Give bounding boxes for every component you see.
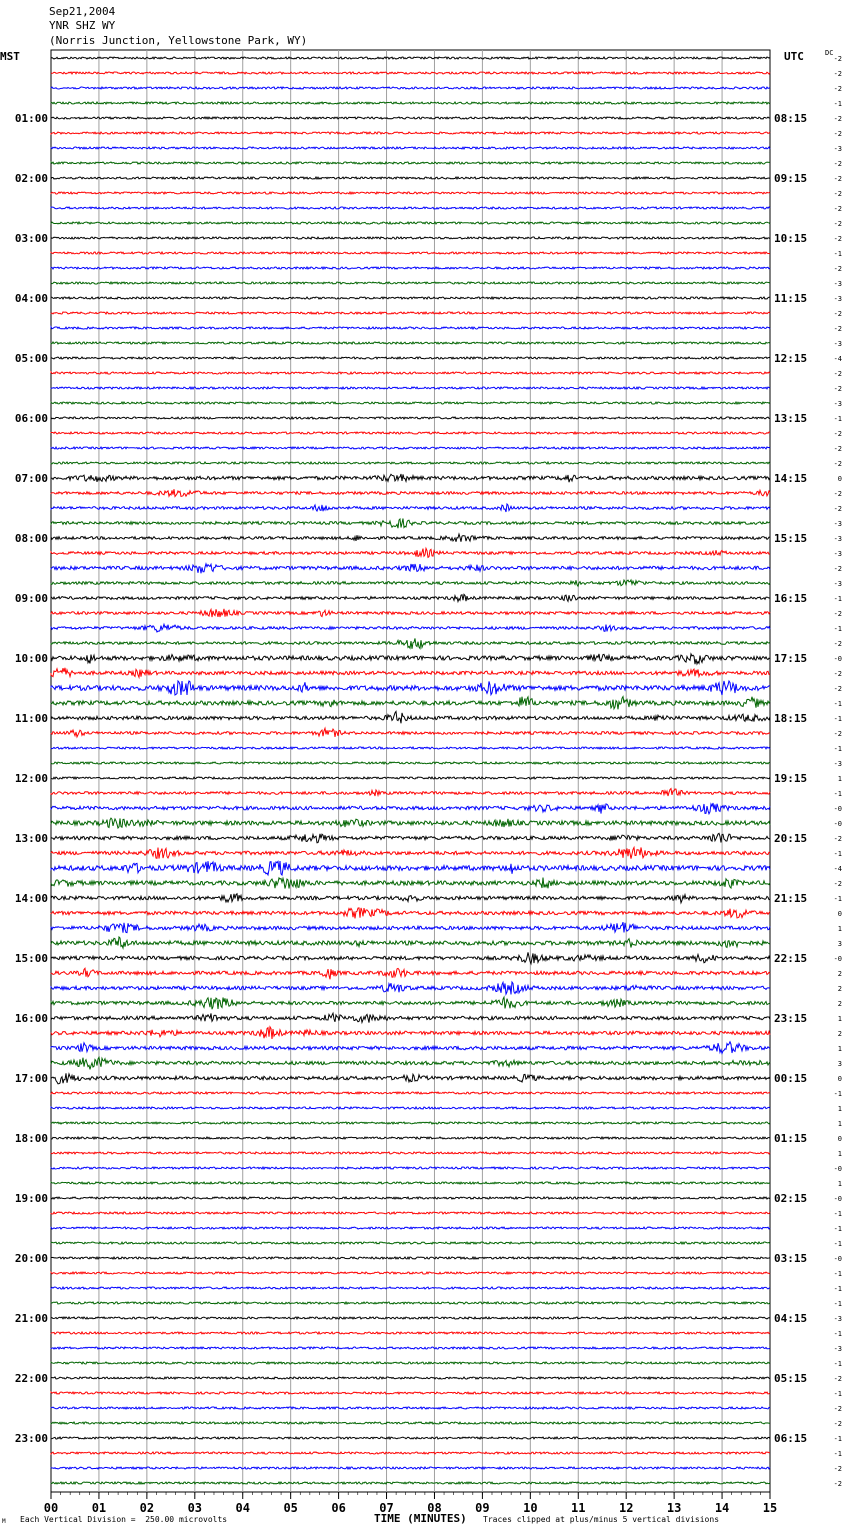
x-tick-label: 14 bbox=[714, 1501, 730, 1515]
seismic-trace bbox=[51, 997, 770, 1009]
right-hour-label: 15:15 bbox=[774, 532, 808, 545]
left-hour-label: 20:00 bbox=[14, 1252, 48, 1265]
seismic-trace bbox=[51, 609, 770, 617]
seismic-trace bbox=[51, 417, 770, 419]
dc-offset-label: -2 bbox=[833, 565, 842, 573]
dc-offset-label: 0 bbox=[837, 1075, 842, 1083]
seismic-trace bbox=[51, 548, 770, 557]
x-tick-label: 00 bbox=[43, 1501, 59, 1515]
seismic-trace bbox=[51, 1347, 770, 1349]
seismic-trace bbox=[51, 624, 770, 632]
x-tick-label: 02 bbox=[139, 1501, 155, 1515]
dc-offset-label: 1 bbox=[837, 1105, 842, 1113]
dc-offset-label: -3 bbox=[833, 1345, 842, 1353]
dc-offset-label: 0 bbox=[837, 910, 842, 918]
seismic-trace bbox=[51, 474, 770, 482]
dc-offset-label: -1 bbox=[833, 700, 842, 708]
dc-offset-label: -3 bbox=[833, 280, 842, 288]
dc-offset-label: -2 bbox=[833, 505, 842, 513]
dc-offset-label: -2 bbox=[833, 385, 842, 393]
x-tick-label: 08 bbox=[427, 1501, 442, 1515]
seismic-trace bbox=[51, 922, 770, 933]
dc-offset-label: 1 bbox=[837, 775, 842, 783]
left-hour-label: 23:00 bbox=[14, 1432, 48, 1445]
dc-offset-label: -2 bbox=[833, 115, 842, 123]
dc-offset-label: -1 bbox=[833, 715, 842, 723]
seismic-trace bbox=[51, 1212, 770, 1214]
dc-offset-label: -1 bbox=[833, 1225, 842, 1233]
seismic-trace bbox=[51, 697, 770, 710]
seismic-trace bbox=[51, 1107, 770, 1109]
left-hour-label: 10:00 bbox=[14, 652, 48, 665]
station-label: YNR SHZ WY bbox=[49, 19, 116, 32]
seismic-trace bbox=[51, 833, 770, 843]
seismic-trace bbox=[51, 1437, 770, 1439]
seismic-trace bbox=[51, 638, 770, 648]
dc-offset-label: -4 bbox=[833, 355, 842, 363]
seismic-trace bbox=[51, 372, 770, 374]
dc-offset-label: 0 bbox=[837, 475, 842, 483]
dc-offset-label: -1 bbox=[833, 1435, 842, 1443]
dc-offset-label: -1 bbox=[833, 1330, 842, 1338]
seismic-trace bbox=[51, 861, 770, 875]
seismic-trace bbox=[51, 747, 770, 749]
seismic-trace bbox=[51, 432, 770, 434]
seismic-trace bbox=[51, 777, 770, 779]
right-hour-label: 08:15 bbox=[774, 112, 808, 125]
dc-offset-label: -2 bbox=[833, 835, 842, 843]
dc-offset-label: -1 bbox=[833, 1210, 842, 1218]
right-hour-label: 11:15 bbox=[774, 292, 808, 305]
seismic-trace bbox=[51, 147, 770, 149]
dc-offset-label: -2 bbox=[833, 205, 842, 213]
seismic-trace bbox=[51, 668, 770, 678]
right-hour-label: 13:15 bbox=[774, 412, 808, 425]
x-tick-label: 06 bbox=[331, 1501, 346, 1515]
x-tick-label: 04 bbox=[235, 1501, 250, 1515]
seismic-trace bbox=[51, 982, 770, 994]
left-hour-label: 13:00 bbox=[14, 832, 48, 845]
seismic-trace bbox=[51, 908, 770, 919]
seismic-trace bbox=[51, 1013, 770, 1022]
left-hour-label: 14:00 bbox=[14, 892, 48, 905]
dc-offset-label: -2 bbox=[833, 730, 842, 738]
right-hour-label: 19:15 bbox=[774, 772, 808, 785]
seismic-trace bbox=[51, 192, 770, 194]
seismic-trace bbox=[51, 1287, 770, 1289]
dc-offset-label: 1 bbox=[837, 1180, 842, 1188]
dc-offset-label: -0 bbox=[833, 655, 842, 663]
seismic-trace bbox=[51, 1407, 770, 1409]
seismic-trace bbox=[51, 57, 770, 59]
dc-offset-label: -3 bbox=[833, 1315, 842, 1323]
mark-label: M bbox=[2, 1518, 6, 1525]
dc-offset-label: -2 bbox=[833, 1480, 842, 1488]
dc-offset-label: -0 bbox=[833, 1255, 842, 1263]
dc-offset-label: -1 bbox=[833, 625, 842, 633]
seismic-trace bbox=[51, 789, 770, 797]
dc-offset-label: -1 bbox=[833, 250, 842, 258]
right-hour-label: 23:15 bbox=[774, 1012, 808, 1025]
seismic-trace bbox=[51, 1452, 770, 1454]
dc-offset-label: -1 bbox=[833, 850, 842, 858]
seismic-trace bbox=[51, 564, 770, 574]
dc-offset-label: -0 bbox=[833, 1165, 842, 1173]
dc-offset-label: -0 bbox=[833, 805, 842, 813]
x-tick-label: 01 bbox=[91, 1501, 107, 1515]
traces bbox=[51, 57, 770, 1484]
dc-offset-label: -2 bbox=[833, 1375, 842, 1383]
right-hour-label: 21:15 bbox=[774, 892, 808, 905]
right-timezone-label: UTC bbox=[784, 50, 804, 63]
seismic-trace bbox=[51, 894, 770, 903]
seismic-trace bbox=[51, 580, 770, 586]
seismic-trace bbox=[51, 1257, 770, 1259]
dc-offset-label: 1 bbox=[837, 1120, 842, 1128]
right-hour-label: 09:15 bbox=[774, 172, 808, 185]
seismic-trace bbox=[51, 312, 770, 314]
seismic-trace bbox=[51, 489, 770, 496]
right-hour-label: 14:15 bbox=[774, 472, 808, 485]
dc-offset-label: -2 bbox=[833, 1405, 842, 1413]
left-hour-label: 07:00 bbox=[14, 472, 48, 485]
right-hour-label: 17:15 bbox=[774, 652, 808, 665]
dc-offset-label: 1 bbox=[837, 1045, 842, 1053]
seismic-trace bbox=[51, 1122, 770, 1124]
seismic-trace bbox=[51, 177, 770, 179]
seismic-trace bbox=[51, 1392, 770, 1394]
dc-offset-label: -1 bbox=[833, 745, 842, 753]
left-hour-label: 01:00 bbox=[14, 112, 48, 125]
dc-offset-label: 2 bbox=[837, 970, 842, 978]
dc-offset-label: -4 bbox=[833, 865, 842, 873]
dc-offset-label: -2 bbox=[833, 1420, 842, 1428]
seismic-trace bbox=[51, 818, 770, 828]
dc-offset-label: -2 bbox=[833, 430, 842, 438]
dc-offset-label: -1 bbox=[833, 595, 842, 603]
dc-offset-label: 1 bbox=[837, 1150, 842, 1158]
dc-offset-label: -2 bbox=[833, 880, 842, 888]
dc-offset-label: 1 bbox=[837, 925, 842, 933]
seismic-trace bbox=[51, 1302, 770, 1304]
seismic-trace bbox=[51, 1092, 770, 1094]
dc-offset-label: -2 bbox=[833, 310, 842, 318]
right-hour-label: 10:15 bbox=[774, 232, 808, 245]
labels bbox=[15, 55, 842, 1515]
x-tick-label: 05 bbox=[283, 1501, 298, 1515]
seismic-trace bbox=[51, 1197, 770, 1199]
x-tick-label: 15 bbox=[762, 1501, 778, 1515]
seismic-trace bbox=[51, 848, 770, 859]
left-hour-label: 08:00 bbox=[14, 532, 48, 545]
seismic-trace bbox=[51, 1057, 770, 1069]
right-hour-label: 18:15 bbox=[774, 712, 808, 725]
dc-offset-label: -2 bbox=[833, 325, 842, 333]
x-axis-title: TIME (MINUTES) bbox=[374, 1512, 467, 1525]
right-hour-label: 03:15 bbox=[774, 1252, 808, 1265]
seismic-trace bbox=[51, 1317, 770, 1319]
dc-offset-label: -1 bbox=[833, 1450, 842, 1458]
right-hour-label: 05:15 bbox=[774, 1372, 808, 1385]
dc-offset-label: -1 bbox=[833, 1360, 842, 1368]
left-hour-label: 21:00 bbox=[14, 1312, 48, 1325]
dc-offset-label: -3 bbox=[833, 580, 842, 588]
dc-offset-label: -2 bbox=[833, 160, 842, 168]
left-hour-label: 15:00 bbox=[14, 952, 48, 965]
right-hour-label: 16:15 bbox=[774, 592, 808, 605]
dc-offset-label: -2 bbox=[833, 175, 842, 183]
seismic-trace bbox=[51, 102, 770, 104]
seismic-trace bbox=[51, 1332, 770, 1334]
right-hour-label: 20:15 bbox=[774, 832, 808, 845]
seismic-trace bbox=[51, 534, 770, 542]
right-hour-label: 02:15 bbox=[774, 1192, 808, 1205]
seismic-trace bbox=[51, 252, 770, 254]
left-hour-label: 16:00 bbox=[14, 1012, 48, 1025]
seismic-trace bbox=[51, 681, 770, 695]
dc-offset-label: -2 bbox=[833, 685, 842, 693]
left-hour-label: 05:00 bbox=[14, 352, 48, 365]
seismic-trace bbox=[51, 1467, 770, 1469]
right-hour-label: 22:15 bbox=[774, 952, 808, 965]
seismic-trace bbox=[51, 237, 770, 239]
seismic-trace bbox=[51, 72, 770, 74]
clip-note: Traces clipped at plus/minus 5 vertical divisions bbox=[483, 1515, 720, 1524]
seismic-trace bbox=[51, 462, 770, 464]
right-hour-label: 01:15 bbox=[774, 1132, 808, 1145]
seismic-trace bbox=[51, 1042, 770, 1054]
x-tick-label: 10 bbox=[523, 1501, 538, 1515]
dc-offset-label: -2 bbox=[833, 445, 842, 453]
plot-frame bbox=[51, 50, 770, 1492]
scale-note: Each Vertical Division = 250.00 microvolts bbox=[20, 1515, 228, 1524]
seismic-trace bbox=[51, 117, 770, 119]
dc-offset-label: -1 bbox=[833, 1270, 842, 1278]
seismic-trace bbox=[51, 1152, 770, 1154]
seismic-trace bbox=[51, 654, 770, 664]
left-timezone-label: MST bbox=[0, 50, 20, 63]
x-tick-label: 11 bbox=[571, 1501, 586, 1515]
seismic-trace bbox=[51, 447, 770, 449]
dc-offset-label: -2 bbox=[833, 640, 842, 648]
seismic-trace bbox=[51, 207, 770, 209]
left-hour-label: 19:00 bbox=[14, 1192, 48, 1205]
seismic-trace bbox=[51, 762, 770, 764]
dc-offset-label: -0 bbox=[833, 820, 842, 828]
dc-offset-label: -2 bbox=[833, 490, 842, 498]
seismic-trace bbox=[51, 327, 770, 329]
x-tick-label: 09 bbox=[475, 1501, 490, 1515]
seismic-trace bbox=[51, 297, 770, 299]
right-hour-label: 12:15 bbox=[774, 352, 808, 365]
dc-offset-label: 2 bbox=[837, 1030, 842, 1038]
dc-offset-label: -1 bbox=[833, 895, 842, 903]
seismic-trace bbox=[51, 342, 770, 344]
seismic-trace bbox=[51, 162, 770, 164]
left-hour-label: 11:00 bbox=[14, 712, 48, 725]
seismic-trace bbox=[51, 1167, 770, 1169]
left-hour-label: 18:00 bbox=[14, 1132, 48, 1145]
dc-offset-label: -3 bbox=[833, 295, 842, 303]
seismic-trace bbox=[51, 1242, 770, 1244]
dc-offset-label: -3 bbox=[833, 520, 842, 528]
dc-offset-label: -2 bbox=[833, 265, 842, 273]
seismic-trace bbox=[51, 357, 770, 359]
dc-offset-label: -2 bbox=[833, 370, 842, 378]
dc-offset-label: -1 bbox=[833, 1285, 842, 1293]
seismic-trace bbox=[51, 937, 770, 948]
dc-offset-label: -1 bbox=[833, 415, 842, 423]
seismic-trace bbox=[51, 1377, 770, 1379]
left-hour-label: 22:00 bbox=[14, 1372, 48, 1385]
seismic-trace bbox=[51, 222, 770, 224]
x-tick-label: 12 bbox=[618, 1501, 634, 1515]
dc-offset-label: -2 bbox=[833, 190, 842, 198]
dc-offset-label: -3 bbox=[833, 145, 842, 153]
dc-offset-label: -2 bbox=[833, 235, 842, 243]
seismic-trace bbox=[51, 1137, 770, 1139]
dc-offset-label: -1 bbox=[833, 1300, 842, 1308]
seismic-trace bbox=[51, 87, 770, 89]
dc-offset-label: 2 bbox=[837, 985, 842, 993]
seismic-trace bbox=[51, 878, 770, 889]
left-hour-label: 02:00 bbox=[14, 172, 48, 185]
dc-offset-label: -3 bbox=[833, 550, 842, 558]
seismic-trace bbox=[51, 1027, 770, 1039]
dc-offset-label: -2 bbox=[833, 670, 842, 678]
dc-offset-label: -3 bbox=[833, 400, 842, 408]
seismic-trace bbox=[51, 1362, 770, 1364]
dc-offset-label: -3 bbox=[833, 760, 842, 768]
dc-offset-label: -0 bbox=[833, 955, 842, 963]
dc-offset-label: 3 bbox=[837, 1060, 842, 1068]
location-label: (Norris Junction, Yellowstone Park, WY) bbox=[49, 34, 308, 47]
seismic-trace bbox=[51, 803, 770, 814]
seismic-trace bbox=[51, 519, 770, 529]
dc-column-label: DC bbox=[825, 49, 834, 57]
dc-offset-label: -1 bbox=[833, 790, 842, 798]
x-tick-label: 03 bbox=[187, 1501, 203, 1515]
dc-offset-label: -1 bbox=[833, 100, 842, 108]
date-label: Sep21,2004 bbox=[49, 5, 116, 18]
seismic-trace bbox=[51, 132, 770, 134]
dc-offset-label: -2 bbox=[833, 70, 842, 78]
dc-offset-label: 0 bbox=[837, 1135, 842, 1143]
right-hour-label: 04:15 bbox=[774, 1312, 808, 1325]
seismic-trace bbox=[51, 594, 770, 601]
left-hour-label: 04:00 bbox=[14, 292, 48, 305]
left-hour-label: 17:00 bbox=[14, 1072, 48, 1085]
seismic-trace bbox=[51, 267, 770, 269]
dc-offset-label: 1 bbox=[837, 1015, 842, 1023]
dc-offset-label: -2 bbox=[833, 1465, 842, 1473]
dc-offset-label: -1 bbox=[833, 1090, 842, 1098]
dc-offset-label: -2 bbox=[833, 460, 842, 468]
dc-offset-label: -2 bbox=[833, 610, 842, 618]
dc-offset-label: 2 bbox=[837, 1000, 842, 1008]
seismic-trace bbox=[51, 1482, 770, 1484]
seismic-trace bbox=[51, 728, 770, 737]
dc-offset-label: -3 bbox=[833, 340, 842, 348]
seismic-trace bbox=[51, 1227, 770, 1229]
x-tick-label: 13 bbox=[666, 1501, 682, 1515]
left-hour-label: 12:00 bbox=[14, 772, 48, 785]
right-hour-label: 06:15 bbox=[774, 1432, 808, 1445]
seismic-trace bbox=[51, 387, 770, 389]
seismic-trace bbox=[51, 1073, 770, 1084]
left-hour-label: 06:00 bbox=[14, 412, 48, 425]
dc-offset-label: 3 bbox=[837, 940, 842, 948]
dc-offset-label: -2 bbox=[833, 130, 842, 138]
seismic-trace bbox=[51, 1422, 770, 1424]
seismic-trace bbox=[51, 1182, 770, 1184]
dc-offset-label: -1 bbox=[833, 1390, 842, 1398]
seismic-trace bbox=[51, 952, 770, 963]
seismic-trace bbox=[51, 1272, 770, 1274]
right-hour-label: 00:15 bbox=[774, 1072, 808, 1085]
seismic-trace bbox=[51, 504, 770, 512]
left-hour-label: 03:00 bbox=[14, 232, 48, 245]
x-tick-label: 07 bbox=[379, 1501, 394, 1515]
dc-offset-label: -1 bbox=[833, 1240, 842, 1248]
dc-offset-label: -0 bbox=[833, 1195, 842, 1203]
seismic-trace bbox=[51, 282, 770, 284]
seismic-trace bbox=[51, 968, 770, 979]
seismic-trace bbox=[51, 712, 770, 724]
seismic-trace bbox=[51, 402, 770, 404]
dc-offset-label: -2 bbox=[833, 55, 842, 63]
left-hour-label: 09:00 bbox=[14, 592, 48, 605]
dc-offset-label: -3 bbox=[833, 535, 842, 543]
dc-offset-label: -2 bbox=[833, 85, 842, 93]
dc-offset-label: -2 bbox=[833, 220, 842, 228]
